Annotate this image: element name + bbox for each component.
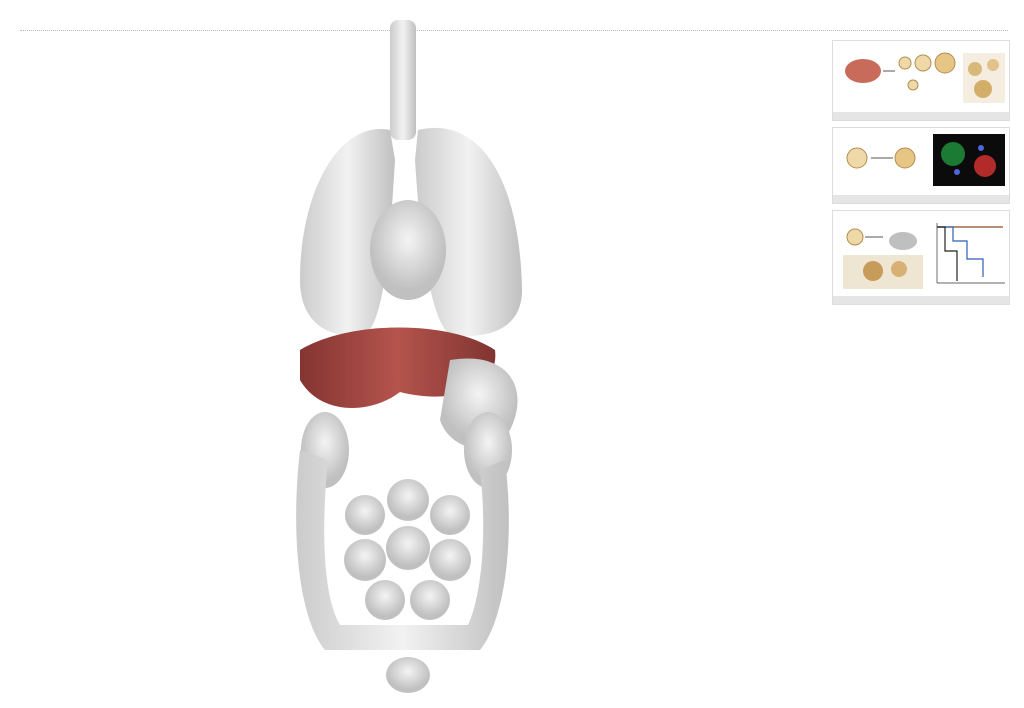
figure-2-image <box>833 128 1009 190</box>
body-column-2 <box>226 327 416 685</box>
body-column-3 <box>424 42 624 685</box>
figure-1-image <box>833 41 1009 107</box>
figure-3-caption <box>833 296 1009 304</box>
figure-1-caption <box>833 112 1009 120</box>
figure-2 <box>832 127 1010 204</box>
figure-1 <box>832 40 1010 121</box>
figure-3 <box>832 210 1010 305</box>
figure-2-caption <box>833 195 1009 203</box>
body-column-1 <box>22 327 220 685</box>
figure-3-image <box>833 211 1009 291</box>
sidebar <box>832 40 1010 305</box>
trachea <box>390 20 416 140</box>
